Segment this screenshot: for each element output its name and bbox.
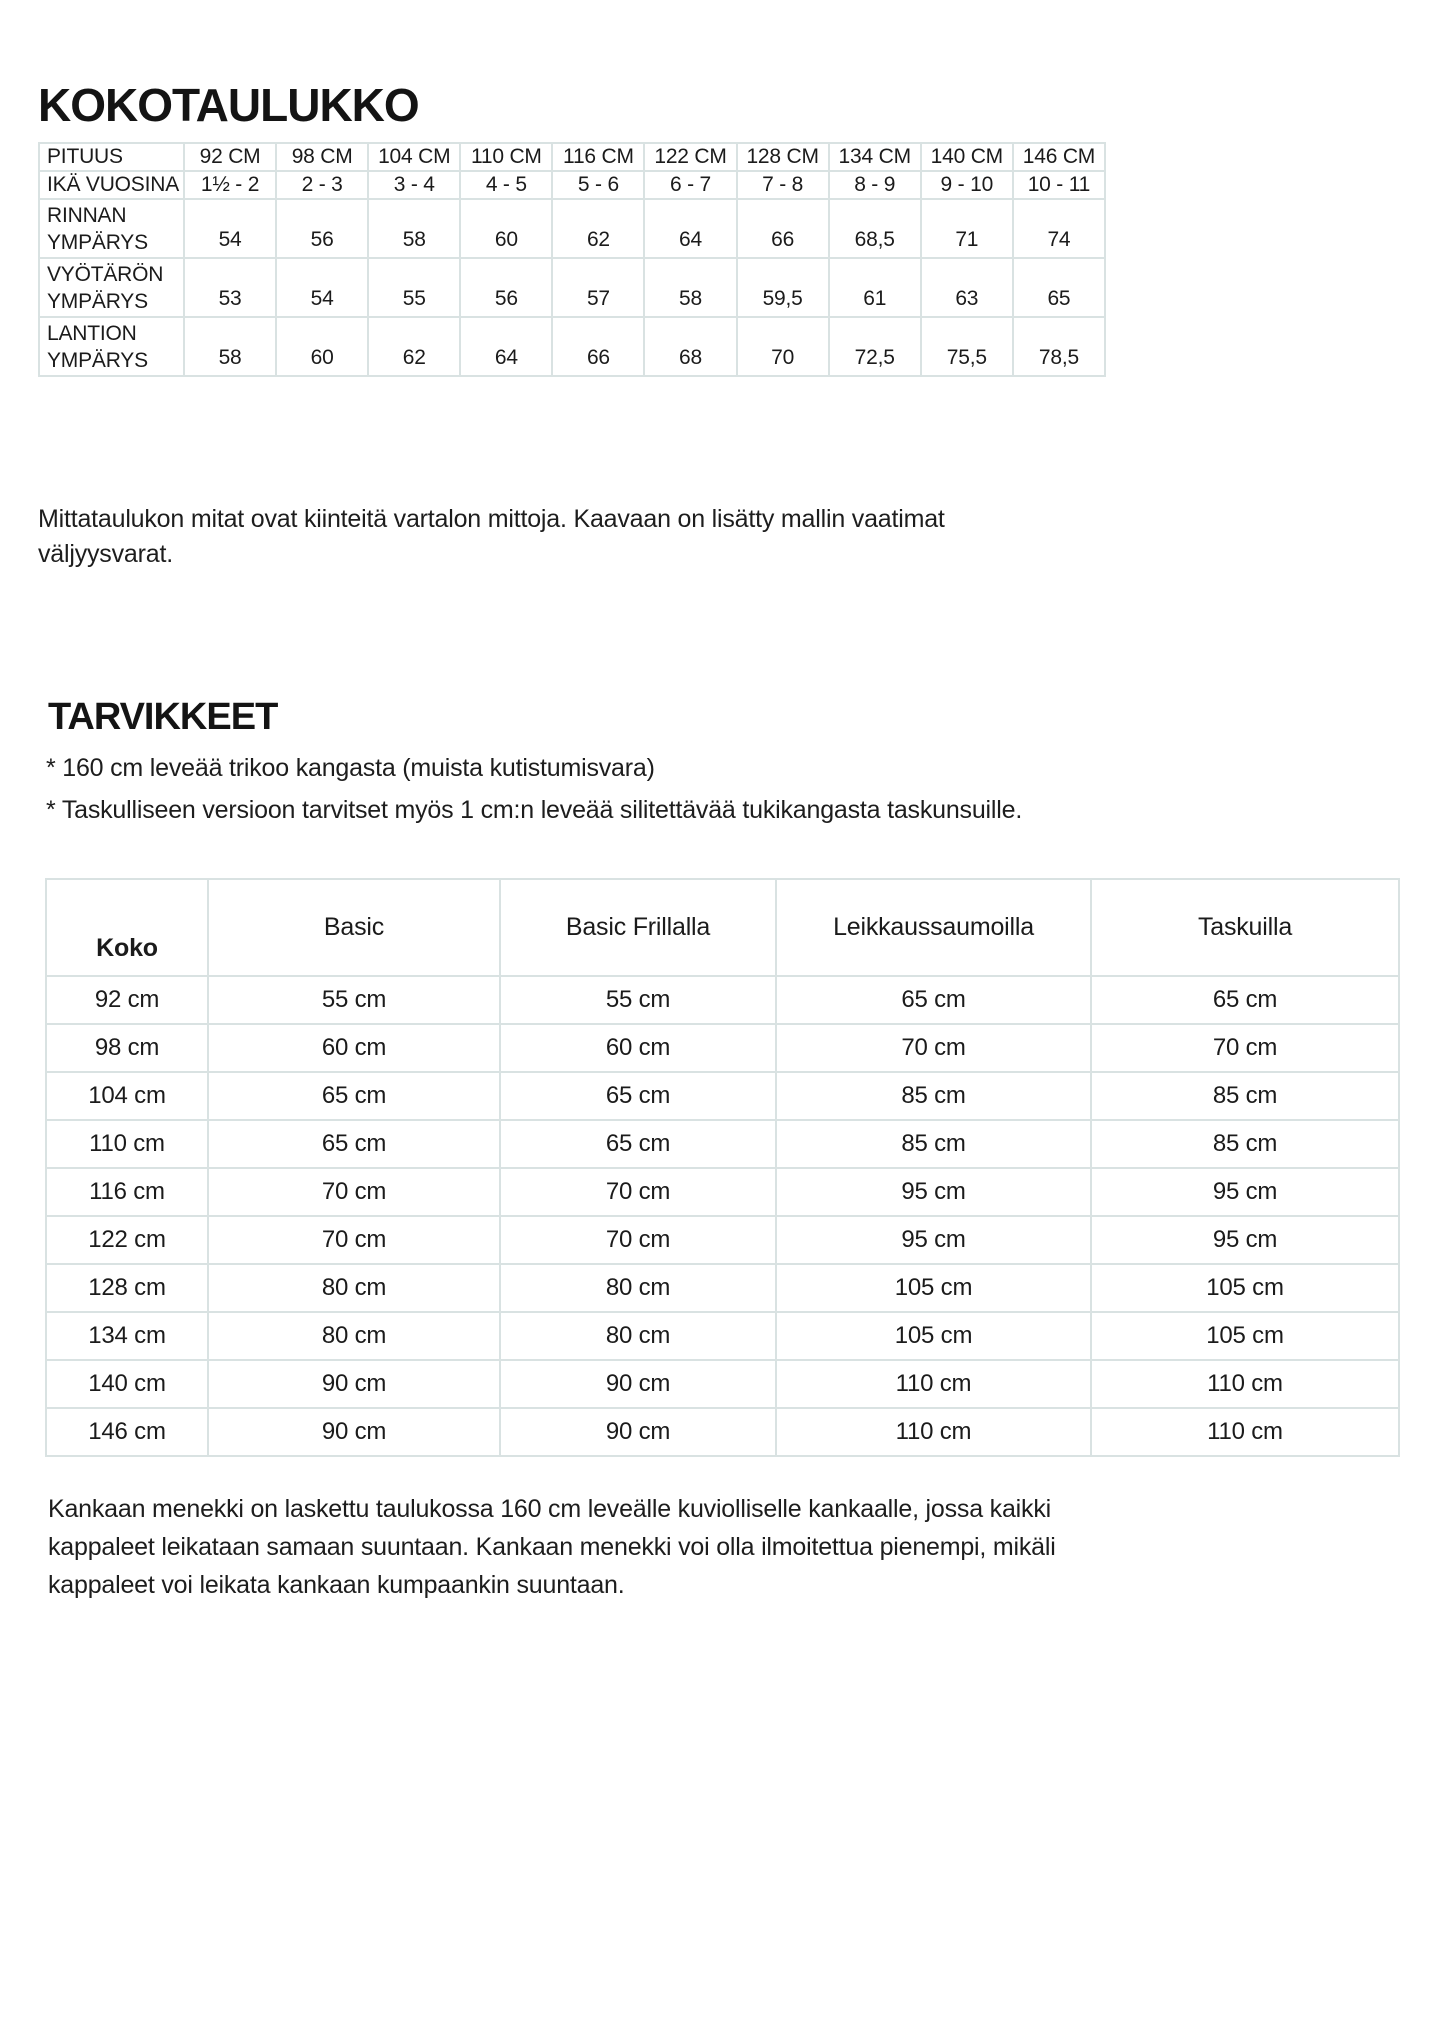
size-chart-cell: 2 - 3 (276, 171, 368, 199)
size-chart-row-label-line: YMPÄRYS (47, 230, 148, 254)
fabric-table-row (46, 1312, 1399, 1360)
fabric-table-row (46, 1216, 1399, 1264)
size-chart-cell: 56 (276, 199, 368, 258)
size-chart-cell: 64 (460, 317, 552, 376)
size-chart-cell: 7 - 8 (737, 171, 829, 199)
fabric-table-size-cell: 122 cm (46, 1216, 208, 1264)
fabric-table-cell: 65 cm (500, 1072, 776, 1120)
size-chart-cell: 61 (829, 258, 921, 317)
size-chart-cell: 6 - 7 (644, 171, 736, 199)
fabric-table-cell: 55 cm (208, 976, 500, 1024)
size-chart-cell: 5 - 6 (552, 171, 644, 199)
size-chart-row (39, 199, 1105, 258)
fabric-table-row (46, 1264, 1399, 1312)
size-chart-row (39, 171, 1105, 199)
size-chart-cell: 62 (368, 317, 460, 376)
size-chart-row-label (39, 143, 184, 171)
size-chart-row-label (39, 317, 184, 376)
fabric-table-column-header: Leikkaussaumoilla (776, 879, 1091, 976)
size-chart-cell: 98 CM (276, 143, 368, 171)
fabric-table-cell: 70 cm (500, 1216, 776, 1264)
fabric-table-cell: 60 cm (208, 1024, 500, 1072)
fabric-table-column-header: Taskuilla (1091, 879, 1399, 976)
size-chart-cell: 74 (1013, 199, 1105, 258)
fabric-table-size-cell: 104 cm (46, 1072, 208, 1120)
size-chart-cell: 122 CM (644, 143, 736, 171)
fabric-table-cell: 65 cm (500, 1120, 776, 1168)
fabric-table-size-cell: 92 cm (46, 976, 208, 1024)
fabric-table-size-cell: 140 cm (46, 1360, 208, 1408)
size-chart-row-label-line: IKÄ VUOSINA (47, 173, 180, 196)
fabric-table-cell: 80 cm (208, 1264, 500, 1312)
fabric-table-cell: 85 cm (1091, 1072, 1399, 1120)
size-chart-cell: 68,5 (829, 199, 921, 258)
size-chart-cell: 53 (184, 258, 276, 317)
fabric-table-cell: 90 cm (208, 1408, 500, 1456)
size-chart-cell: 8 - 9 (829, 171, 921, 199)
fabric-table-cell: 110 cm (776, 1360, 1091, 1408)
fabric-table-cell: 90 cm (500, 1360, 776, 1408)
fabric-table-cell: 80 cm (500, 1312, 776, 1360)
size-chart-cell: 58 (644, 258, 736, 317)
fabric-table-cell: 110 cm (1091, 1408, 1399, 1456)
fabric-table-size-cell: 110 cm (46, 1120, 208, 1168)
fabric-table-cell: 95 cm (776, 1168, 1091, 1216)
fabric-table-cell: 105 cm (1091, 1264, 1399, 1312)
fabric-table-cell: 65 cm (208, 1072, 500, 1120)
fabric-table-row (46, 976, 1399, 1024)
size-chart-cell: 146 CM (1013, 143, 1105, 171)
size-chart-cell: 54 (276, 258, 368, 317)
fabric-table-cell: 65 cm (1091, 976, 1399, 1024)
fabric-table-row (46, 1168, 1399, 1216)
size-chart-cell: 60 (460, 199, 552, 258)
size-chart-row-label-line: RINNAN (47, 203, 127, 227)
fabric-table-cell: 65 cm (776, 976, 1091, 1024)
size-chart-cell: 75,5 (921, 317, 1013, 376)
size-chart-row-label-line: YMPÄRYS (47, 348, 148, 372)
size-chart-cell: 4 - 5 (460, 171, 552, 199)
size-chart-cell: 54 (184, 199, 276, 258)
size-chart-cell: 10 - 11 (1013, 171, 1105, 199)
fabric-table-header-row (46, 879, 1399, 976)
fabric-table-cell: 110 cm (776, 1408, 1091, 1456)
fabric-table-cell: 95 cm (776, 1216, 1091, 1264)
fabric-table-cell: 110 cm (1091, 1360, 1399, 1408)
fabric-usage-note: Kankaan menekki on laskettu taulukossa 160 cm leveälle kuviolliselle kankaalle, jossa kaikki kappaleet leikataan samaan suuntaan. Kankaan menekki voi olla ilmoitettua pienempi, mikäli kappaleet voi leikata kankaan kumpaankin suuntaan. (48, 1495, 1056, 1599)
size-chart-row-label (39, 171, 184, 199)
size-chart-cell: 3 - 4 (368, 171, 460, 199)
fabric-table-row (46, 1024, 1399, 1072)
fabric-table-column-header: Basic Frillalla (500, 879, 776, 976)
size-chart-cell: 116 CM (552, 143, 644, 171)
size-chart-cell: 140 CM (921, 143, 1013, 171)
size-chart-cell: 58 (368, 199, 460, 258)
size-chart-cell: 92 CM (184, 143, 276, 171)
size-chart-cell: 110 CM (460, 143, 552, 171)
fabric-table-row (46, 1408, 1399, 1456)
size-chart-cell: 64 (644, 199, 736, 258)
fabric-table-column-header: Koko (46, 879, 208, 976)
size-chart-cell: 62 (552, 199, 644, 258)
fabric-table-cell: 105 cm (776, 1264, 1091, 1312)
size-chart-cell: 59,5 (737, 258, 829, 317)
size-chart-row-label-line: VYÖTÄRÖN (47, 262, 164, 286)
fabric-table-cell: 95 cm (1091, 1168, 1399, 1216)
fabric-table-cell: 85 cm (776, 1072, 1091, 1120)
supplies-item: * Taskulliseen versioon tarvitset myös 1 cm:n leveää silitettävää tukikangasta taskunsuille. (46, 796, 1023, 824)
fabric-table-cell: 55 cm (500, 976, 776, 1024)
fabric-table-cell: 90 cm (500, 1408, 776, 1456)
supplies-title: TARVIKKEET (48, 696, 278, 738)
size-chart-cell: 128 CM (737, 143, 829, 171)
fabric-table-cell: 105 cm (1091, 1312, 1399, 1360)
fabric-table-cell: 85 cm (776, 1120, 1091, 1168)
size-chart-cell: 70 (737, 317, 829, 376)
size-chart-row-label-line: PITUUS (47, 145, 123, 168)
size-chart-row-label (39, 258, 184, 317)
fabric-table-cell: 80 cm (500, 1264, 776, 1312)
fabric-requirements-table (45, 878, 1400, 1457)
size-chart-row (39, 317, 1105, 376)
size-chart-row (39, 258, 1105, 317)
size-chart-title: KOKOTAULUKKO (38, 79, 419, 131)
size-chart-cell: 9 - 10 (921, 171, 1013, 199)
fabric-table-size-cell: 146 cm (46, 1408, 208, 1456)
fabric-table-row (46, 1120, 1399, 1168)
size-chart-cell: 71 (921, 199, 1013, 258)
fabric-table-row (46, 1360, 1399, 1408)
size-chart-cell: 57 (552, 258, 644, 317)
size-chart-cell: 60 (276, 317, 368, 376)
size-chart-table (38, 142, 1106, 377)
fabric-table-cell: 105 cm (776, 1312, 1091, 1360)
size-chart-cell: 134 CM (829, 143, 921, 171)
fabric-table-cell: 70 cm (208, 1216, 500, 1264)
fabric-table-cell: 70 cm (776, 1024, 1091, 1072)
supplies-item: * 160 cm leveää trikoo kangasta (muista kutistumisvara) (46, 754, 655, 782)
size-chart-row (39, 143, 1105, 171)
fabric-table-cell: 70 cm (500, 1168, 776, 1216)
size-chart-row-label (39, 199, 184, 258)
size-chart-cell: 66 (552, 317, 644, 376)
size-chart-row-label-line: YMPÄRYS (47, 289, 148, 313)
fabric-table-cell: 95 cm (1091, 1216, 1399, 1264)
size-chart-cell: 66 (737, 199, 829, 258)
size-chart-cell: 58 (184, 317, 276, 376)
size-chart-cell: 1½ - 2 (184, 171, 276, 199)
size-chart-cell: 55 (368, 258, 460, 317)
size-chart-cell: 78,5 (1013, 317, 1105, 376)
fabric-table-row (46, 1072, 1399, 1120)
size-chart-cell: 63 (921, 258, 1013, 317)
fabric-table-cell: 60 cm (500, 1024, 776, 1072)
size-chart-cell: 68 (644, 317, 736, 376)
fabric-table-cell: 65 cm (208, 1120, 500, 1168)
size-chart-cell: 56 (460, 258, 552, 317)
fabric-table-size-cell: 128 cm (46, 1264, 208, 1312)
fabric-table-size-cell: 98 cm (46, 1024, 208, 1072)
fabric-table-cell: 90 cm (208, 1360, 500, 1408)
fabric-table-size-cell: 116 cm (46, 1168, 208, 1216)
fabric-table-cell: 70 cm (208, 1168, 500, 1216)
size-chart-row-label-line: LANTION (47, 321, 137, 345)
size-chart-cell: 104 CM (368, 143, 460, 171)
size-chart-note: Mittataulukon mitat ovat kiinteitä vartalon mittoja. Kaavaan on lisätty mallin vaatimat väljyysvarat. (38, 505, 945, 568)
fabric-table-cell: 85 cm (1091, 1120, 1399, 1168)
fabric-table-size-cell: 134 cm (46, 1312, 208, 1360)
size-chart-cell: 65 (1013, 258, 1105, 317)
fabric-table-column-header: Basic (208, 879, 500, 976)
fabric-table-cell: 80 cm (208, 1312, 500, 1360)
fabric-table-cell: 70 cm (1091, 1024, 1399, 1072)
size-chart-cell: 72,5 (829, 317, 921, 376)
